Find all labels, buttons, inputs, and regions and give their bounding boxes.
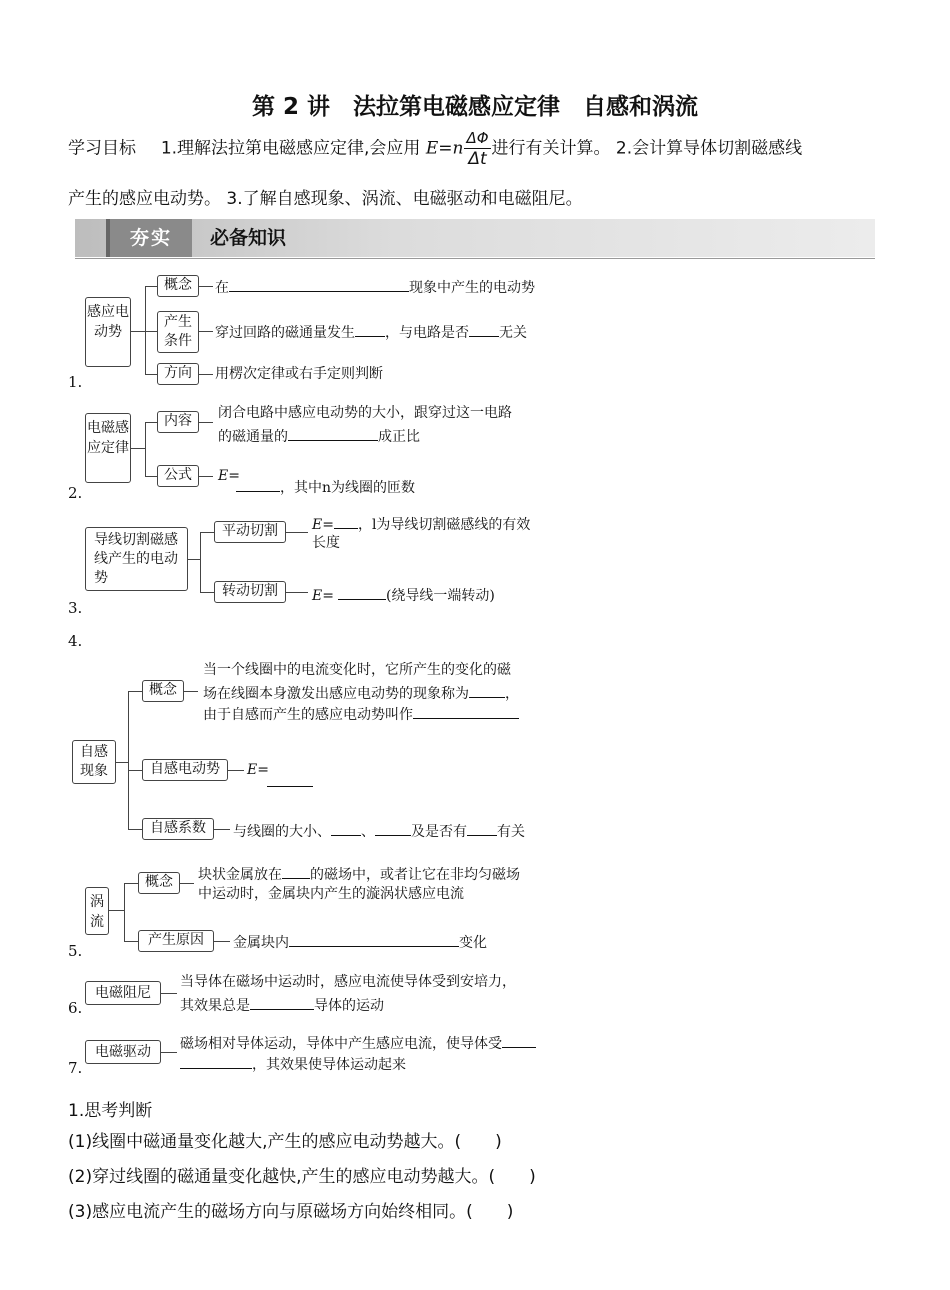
arrow-line [199, 422, 213, 423]
arrow-line [199, 476, 213, 477]
connector [124, 883, 138, 884]
fill-blank[interactable] [289, 931, 459, 947]
text-part: 无关 [499, 325, 527, 341]
inductance-box: 自感系数 [142, 818, 214, 840]
arrow-line [228, 770, 244, 771]
item-number-4: 4. [68, 632, 83, 650]
translational-cut-box: 平动切割 [214, 521, 286, 543]
item-number-1: 1. [68, 373, 83, 391]
drive-line2 [180, 1053, 406, 1076]
fill-blank[interactable] [502, 1032, 536, 1048]
law-content-line2 [218, 425, 420, 448]
text-part: 及是否有 [411, 824, 467, 840]
text-part: 场在线圈本身激发出感应电动势的现象称为 [203, 686, 469, 702]
self-emf-formula: E= [247, 762, 269, 778]
text-part: 现象中产生的电动势 [409, 280, 535, 296]
text-part: 的磁场中，或者让它在非均匀磁场 [310, 867, 520, 883]
diagram-5-root: 涡流 [85, 887, 109, 935]
text-part: 块状金属放在 [198, 867, 282, 883]
law-content-line1: 闭合电路中感应电动势的大小，跟穿过这一电路 [218, 405, 512, 421]
text-part: 磁场相对导体运动，导体中产生感应电流，使导体受 [180, 1036, 502, 1052]
formula-lhs: E=n [425, 138, 464, 159]
flux-fraction [464, 128, 490, 169]
direction-text: 用楞次定律或右手定则判断 [215, 366, 383, 382]
arrow-line [199, 331, 213, 332]
learning-goals-line1 [68, 128, 802, 169]
self-emf-blank-line [267, 771, 313, 794]
text-part: 由于自感而产生的感应电动势叫作 [203, 707, 413, 723]
drive-line1 [180, 1032, 536, 1055]
formula-line [236, 476, 415, 499]
learning-goals-line2: 产生的感应电动势。 3.了解自感现象、涡流、电磁驱动和电磁阻尼。 [68, 189, 583, 209]
text-part: E= [312, 588, 334, 604]
fraction-denominator: Δt [468, 149, 487, 169]
text-part: (绕导线一端转动) [385, 588, 495, 604]
banner-underline [75, 258, 875, 259]
diagram-2-root: 电磁感应定律 [85, 413, 131, 483]
connector [124, 883, 125, 941]
text-part: 穿过回路的磁通量发生 [215, 325, 355, 341]
connector [128, 770, 142, 771]
arrow-line [161, 1052, 177, 1053]
condition-text [215, 321, 527, 344]
fill-blank[interactable] [180, 1053, 252, 1069]
electromagnetic-drive-box: 电磁驱动 [85, 1040, 161, 1064]
goal-1-rest: 进行有关计算。 2.会计算导体切割磁感线 [491, 138, 803, 159]
text-part: ，与电路是否 [385, 325, 469, 341]
item-number-2: 2. [68, 484, 83, 502]
connector [145, 286, 157, 287]
text-part: E= [312, 517, 334, 533]
self-induction-line2 [203, 682, 519, 705]
connector [109, 910, 124, 911]
concept-text [215, 276, 535, 299]
fill-blank[interactable] [338, 584, 386, 600]
text-part: 成正比 [378, 429, 420, 445]
arrow-line [199, 286, 213, 287]
condition-box: 产生条件 [157, 311, 199, 353]
judgement-heading: 1.思考判断 [68, 1101, 153, 1121]
damping-line1: 当导体在磁场中运动时，感应电流使导体受到安培力， [180, 974, 516, 990]
section-banner [75, 219, 875, 257]
diagram-1-root: 感应电动势 [85, 297, 131, 367]
text-part: 变化 [459, 935, 487, 951]
item-number-5: 5. [68, 942, 83, 960]
eddy-concept-line2: 中运动时，金属块内产生的漩涡状感应电流 [198, 886, 464, 902]
direction-box: 方向 [157, 363, 199, 385]
connector [200, 532, 214, 533]
fill-blank[interactable] [282, 863, 310, 879]
judgement-q2[interactable]: (2)穿过线圈的磁通量变化越快,产生的感应电动势越大。( ) [68, 1167, 536, 1187]
connector [145, 331, 157, 332]
formula-e: E= [218, 468, 240, 484]
arrow-line [214, 941, 230, 942]
fill-blank[interactable] [331, 820, 361, 836]
translational-formula [312, 513, 530, 536]
arrow-line [286, 532, 308, 533]
text-part: 金属块内 [233, 935, 289, 951]
connector [131, 448, 145, 449]
formula-box: 公式 [157, 465, 199, 487]
fill-blank[interactable] [236, 476, 280, 492]
arrow-line [180, 883, 194, 884]
arrow-line [199, 374, 213, 375]
item-number-6: 6. [68, 999, 83, 1017]
text-part: 的磁通量的 [218, 429, 288, 445]
diagram-3-root: 导线切割磁感线产生的电动势 [85, 527, 188, 591]
text-part: 在 [215, 280, 229, 296]
rotational-formula [312, 584, 495, 607]
goal-1-text: 1.理解法拉第电磁感应定律,会应用 [160, 138, 426, 159]
self-induction-line1: 当一个线圈中的电流变化时，它所产生的变化的磁 [203, 662, 511, 678]
arrow-line [184, 691, 198, 692]
damping-line2 [180, 994, 384, 1017]
text-part: 、 [361, 824, 375, 840]
eddy-concept-line1 [198, 863, 520, 886]
self-induction-line3 [203, 703, 519, 726]
goals-label: 学习目标 [68, 138, 136, 159]
connector [145, 374, 157, 375]
judgement-q3[interactable]: (3)感应电流产生的磁场方向与原磁场方向始终相同。( ) [68, 1202, 514, 1222]
diagram-4-root: 自感现象 [72, 740, 116, 784]
fill-blank[interactable] [355, 321, 385, 337]
connector [128, 829, 142, 830]
text-part: ， [505, 686, 519, 702]
fill-blank[interactable] [250, 994, 314, 1010]
text-part: 其效果总是 [180, 998, 250, 1014]
arrow-line [214, 829, 230, 830]
arrow-line [286, 592, 308, 593]
fill-blank[interactable] [467, 820, 497, 836]
connector [116, 762, 128, 763]
text-part: 与线圈的大小、 [233, 824, 331, 840]
connector [200, 592, 214, 593]
electromagnetic-damping-box: 电磁阻尼 [85, 981, 161, 1005]
fill-blank[interactable] [288, 425, 378, 441]
eddy-cause-text [233, 931, 487, 954]
fill-blank[interactable] [469, 682, 505, 698]
item-number-3: 3. [68, 599, 83, 617]
page-title: 第 2 讲 法拉第电磁感应定律 自感和涡流 [251, 94, 699, 120]
connector [145, 476, 157, 477]
fill-blank[interactable] [469, 321, 499, 337]
self-induced-emf-box: 自感电动势 [142, 759, 228, 781]
connector [145, 422, 157, 423]
fill-blank[interactable] [334, 513, 358, 529]
fill-blank[interactable] [413, 703, 519, 719]
arrow-line [161, 993, 177, 994]
eddy-concept-box: 概念 [138, 872, 180, 894]
self-induction-concept-box: 概念 [142, 680, 184, 702]
text-part: ，其效果使导体运动起来 [252, 1057, 406, 1073]
item-number-7: 7. [68, 1059, 83, 1077]
fill-blank[interactable] [375, 820, 411, 836]
text-part: 有关 [497, 824, 525, 840]
text-part: ，l为导线切割磁感线的有效 [357, 517, 531, 533]
fraction-numerator: ΔΦ [466, 129, 489, 147]
translational-formula-cont: 长度 [312, 535, 340, 551]
connector [128, 691, 129, 829]
concept-box: 概念 [157, 275, 199, 297]
text-part: 导体的运动 [314, 998, 384, 1014]
banner-title: 必备知识 [210, 227, 287, 249]
rotational-cut-box: 转动切割 [214, 581, 286, 603]
eddy-cause-box: 产生原因 [138, 930, 214, 952]
content-box: 内容 [157, 411, 199, 433]
text-part: ，其中n为线圈的匝数 [280, 480, 416, 496]
fill-blank[interactable] [229, 276, 409, 292]
judgement-q1[interactable]: (1)线圈中磁通量变化越大,产生的感应电动势越大。( ) [68, 1132, 502, 1152]
fill-blank[interactable] [267, 771, 313, 787]
inductance-text [233, 820, 525, 843]
connector [124, 941, 138, 942]
connector [131, 331, 145, 332]
connector [145, 422, 146, 476]
banner-tab: 夯实 [110, 219, 192, 257]
connector [145, 286, 146, 374]
connector [128, 691, 142, 692]
connector [200, 532, 201, 592]
connector [188, 559, 200, 560]
